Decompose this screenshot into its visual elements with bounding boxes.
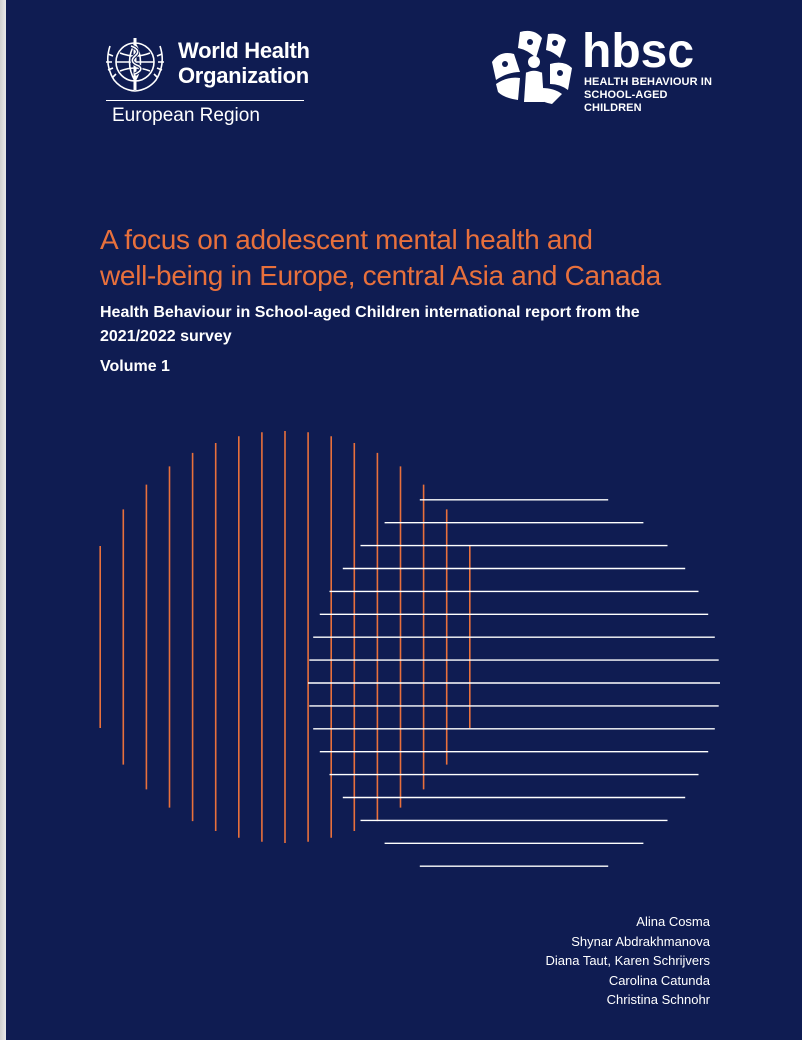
author-list [545, 912, 710, 1010]
decorative-circles-artwork [6, 0, 802, 1040]
author-name: Carolina Catunda [608, 972, 710, 988]
report-title-line1: A focus on adolescent mental health and [100, 224, 593, 255]
white-horizontal-lines [308, 500, 720, 866]
author-name: Christina Schnohr [606, 992, 710, 1007]
who-name-line2: Organization [178, 63, 309, 88]
report-cover [6, 0, 802, 1040]
who-region: European Region [112, 105, 260, 126]
hbsc-tagline-line1: HEALTH BEHAVIOUR IN [584, 76, 712, 88]
author-name: Diana Taut, Karen Schrijvers [545, 953, 710, 968]
report-subtitle-line1: Health Behaviour in School-aged Children international report from the [100, 304, 640, 321]
hbsc-wordmark: hbsc [582, 25, 695, 78]
who-name-line1: World Health [178, 38, 310, 63]
volume-label: Volume 1 [100, 358, 170, 375]
report-title-line2: well-being in Europe, central Asia and Canada [100, 260, 661, 291]
author-name: Shynar Abdrakhmanova [571, 933, 710, 949]
hbsc-tagline-line2: SCHOOL-AGED CHILDREN [584, 89, 668, 114]
author-name: Alina Cosma [636, 914, 710, 929]
report-subtitle-line2: 2021/2022 survey [100, 328, 232, 345]
